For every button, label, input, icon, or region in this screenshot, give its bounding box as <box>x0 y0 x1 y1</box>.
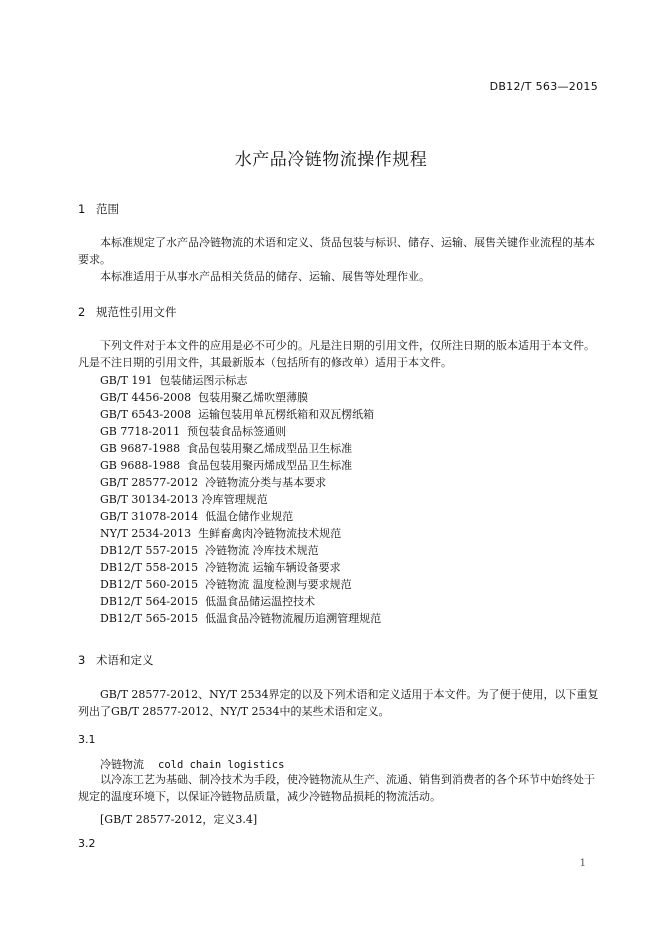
scope-paragraph-1: 本标准规定了水产品冷链物流的术语和定义、货品包装与标识、储存、运输、展售关键作业流程的基本要求。 <box>78 236 595 266</box>
term-heading <box>100 756 284 772</box>
section-3-title: 术语和定义 <box>96 653 154 667</box>
reference-item: GB/T 30134-2013 冷库管理规范 <box>100 493 268 506</box>
terms-intro: GB/T 28577-2012、NY/T 2534界定的以及下列术语和定义适用于本文件。为了便于使用，以下重复列出了GB/T 28577-2012、NY/T 2534中的某些术语和定义。 <box>78 688 599 718</box>
term-chinese: 冷链物流 <box>100 758 144 771</box>
reference-item: GB 9687-1988 食品包装用聚乙烯成型品卫生标准 <box>100 442 353 455</box>
section-2-title: 规范性引用文件 <box>96 305 177 319</box>
normative-intro: 下列文件对于本文件的应用是必不可少的。凡是注日期的引用文件，仅所注日期的版本适用于本文件。凡是不注日期的引用文件，其最新版本（包括所有的修改单）适用于本文件。 <box>78 339 595 369</box>
section-1-heading <box>78 201 119 217</box>
term-english: cold chain logistics <box>158 759 285 771</box>
clause-3-1-number: 3.1 <box>78 733 96 746</box>
reference-item: NY/T 2534-2013 生鲜畜禽肉冷链物流技术规范 <box>100 527 342 540</box>
reference-item: GB 7718-2011 预包装食品标签通则 <box>100 425 287 438</box>
reference-item: GB/T 191 包装储运图示标志 <box>100 374 248 387</box>
section-3-heading <box>78 652 154 668</box>
document-title: 水产品冷链物流操作规程 <box>234 150 428 170</box>
definition-source: [GB/T 28577-2012，定义3.4] <box>100 813 258 826</box>
reference-item: GB/T 28577-2012 冷链物流分类与基本要求 <box>100 476 327 489</box>
standard-code: DB12/T 563—2015 <box>489 80 598 93</box>
section-3-number: 3 <box>78 653 86 667</box>
reference-item: GB/T 6543-2008 运输包装用单瓦楞纸箱和双瓦楞纸箱 <box>100 408 375 421</box>
reference-item: DB12/T 564-2015 低温食品储运温控技术 <box>100 595 316 608</box>
reference-item: DB12/T 558-2015 冷链物流 运输车辆设备要求 <box>100 561 341 574</box>
section-1-title: 范围 <box>96 202 119 216</box>
scope-paragraph-2: 本标准适用于从事水产品相关货品的储存、运输、展售等处理作业。 <box>100 270 430 283</box>
term-definition: 以冷冻工艺为基础、制冷技术为手段，使冷链物流从生产、流通、销售到消费者的各个环节中始终处于规定的温度环境下，以保证冷链物品质量，减少冷链物品损耗的物流活动。 <box>78 773 595 803</box>
page-number: 1 <box>579 858 586 869</box>
clause-3-2-number: 3.2 <box>78 837 96 850</box>
reference-item: GB/T 31078-2014 低温仓储作业规范 <box>100 510 294 523</box>
section-1-number: 1 <box>78 202 86 216</box>
reference-item: DB12/T 557-2015 冷链物流 冷库技术规范 <box>100 544 319 557</box>
reference-item: GB/T 4456-2008 包装用聚乙烯吹塑薄膜 <box>100 391 309 404</box>
section-2-heading <box>78 304 177 320</box>
reference-item: DB12/T 560-2015 冷链物流 温度检测与要求规范 <box>100 578 352 591</box>
section-2-number: 2 <box>78 305 86 319</box>
reference-item: GB 9688-1988 食品包装用聚丙烯成型品卫生标准 <box>100 459 353 472</box>
reference-item: DB12/T 565-2015 低温食品冷链物流履历追溯管理规范 <box>100 612 382 625</box>
